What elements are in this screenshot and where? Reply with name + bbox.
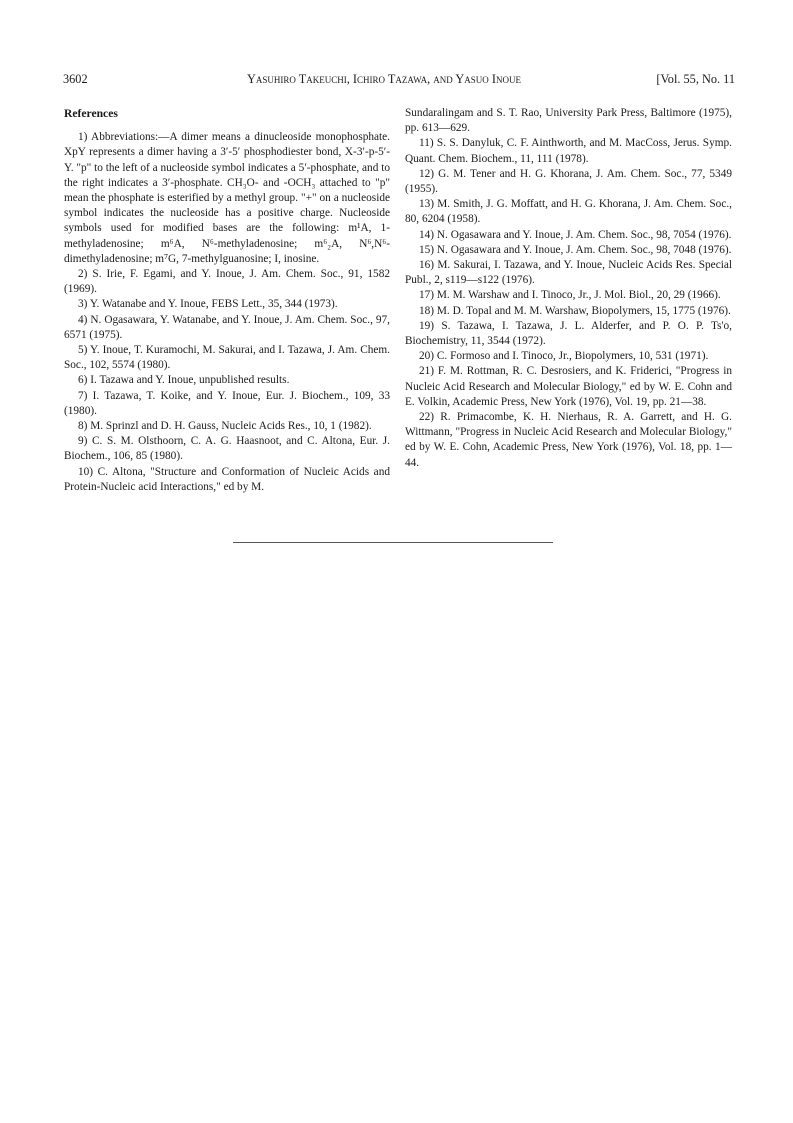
reference-17: 17) M. M. Warshaw and I. Tinoco, Jr., J. Mol. Biol., 20, 29 (1966). [419, 289, 721, 302]
reference-14: 14) N. Ogasawara and Y. Inoue, J. Am. Chem. Soc., 98, 7054 (1976). [419, 228, 732, 241]
references-heading: References [64, 107, 118, 120]
reference-8: 8) M. Sprinzl and D. H. Gauss, Nucleic Acids Res., 10, 1 (1982). [78, 420, 372, 433]
running-authors: Yasuhiro Takeuchi, Ichiro Tazawa, and Yasuo Inoue [247, 72, 521, 86]
volume-info: [Vol. 55, No. 11 [656, 72, 735, 86]
reference-6: 6) I. Tazawa and Y. Inoue, unpublished results. [78, 374, 290, 387]
reference-2: 2) S. Irie, F. Egami, and Y. Inoue, J. Am. Chem. Soc., 91, 1582 (1969). [64, 268, 390, 296]
reference-7: 7) I. Tazawa, T. Koike, and Y. Inoue, Eur. J. Biochem., 109, 33 (1980). [64, 389, 390, 417]
reference-21: 21) F. M. Rottman, R. C. Desrosiers, and K. Friderici, "Progress in Nucleic Acid Research and Molecular Biology," ed by W. E. Cohn and E. Volkin, Academic Press, New York (1976), Vol. 19, pp. 21—38. [405, 365, 732, 408]
reference-1: 1) Abbreviations:—A dimer means a dinucleoside monophosphate. XpY represents a dimer having a 3′-5′ phosphodiester bond, X-3′-p-5′-Y. "p" to the left of a nucleoside symbol indicates a 5′-phosphate, and to the right indicates a 3′-phosphate. CH₃O- and -OCH₃ attached to "p" mean the phosphate is esterified by a methyl group. "+" on a nucleoside symbol indicates the nucleoside has a positive charge. Nucleoside symbols used for modified bases are the following: m¹A, 1-methyladenosine; m⁶A, N⁶-methyladenosine; m⁶₂A, N⁶,N⁶-dimethyladenosine; m⁷G, 7-methylguanosine; I, inosine. [64, 131, 390, 265]
right-column [405, 106, 732, 471]
reference-22: 22) R. Primacombe, K. H. Nierhaus, R. A. Garrett, and H. G. Wittmann, "Progress in Nucleic Acid Research and Molecular Biology," ed by W. E. Cohn, Academic Press, New York (1976), Vol. 18, pp. 1—44. [405, 411, 732, 469]
reference-13: 13) M. Smith, J. G. Moffatt, and H. G. Khorana, J. Am. Chem. Soc., 80, 6204 (1958). [405, 198, 732, 226]
reference-20: 20) C. Formoso and I. Tinoco, Jr., Biopolymers, 10, 531 (1971). [419, 350, 709, 363]
reference-12: 12) G. M. Tener and H. G. Khorana, J. Am. Chem. Soc., 77, 5349 (1955). [405, 167, 732, 196]
reference-15: 15) N. Ogasawara and Y. Inoue, J. Am. Chem. Soc., 98, 7048 (1976). [419, 243, 732, 256]
page-number: 3602 [63, 72, 88, 86]
reference-5: 5) Y. Inoue, T. Kuramochi, M. Sakurai, and I. Tazawa, J. Am. Chem. Soc., 102, 5574 (1980). [64, 344, 390, 372]
reference-10: 10) C. Altona, "Structure and Conformation of Nucleic Acids and Protein-Nucleic acid Interactions," ed by M. [64, 465, 390, 493]
reference-3: 3) Y. Watanabe and Y. Inoue, FEBS Lett., 35, 344 (1973). [78, 298, 338, 311]
reference-19: 19) S. Tazawa, I. Tazawa, J. L. Alderfer, and P. O. P. Ts'o, Biochemistry, 11, 3544 (1972). [405, 319, 732, 348]
reference-10-continuation: Sundaralingam and S. T. Rao, University Park Press, Baltimore (1975), pp. 613—629. [405, 107, 732, 135]
end-rule [233, 542, 553, 543]
running-header [63, 72, 735, 90]
reference-16: 16) M. Sakurai, I. Tazawa, and Y. Inoue, Nucleic Acids Res. Special Publ., 2, s119—s122 (1976). [405, 259, 732, 287]
reference-9: 9) C. S. M. Olsthoorn, C. A. G. Haasnoot, and C. Altona, Eur. J. Biochem., 106, 85 (1980). [64, 435, 390, 463]
left-column [64, 106, 390, 495]
reference-11: 11) S. S. Danyluk, C. F. Ainthworth, and M. MacCoss, Jerus. Symp. Quant. Chem. Biochem., 11, 111 (1978). [405, 137, 732, 165]
reference-18: 18) M. D. Topal and M. M. Warshaw, Biopolymers, 15, 1775 (1976). [419, 304, 731, 317]
reference-4: 4) N. Ogasawara, Y. Watanabe, and Y. Inoue, J. Am. Chem. Soc., 97, 6571 (1975). [64, 313, 390, 341]
